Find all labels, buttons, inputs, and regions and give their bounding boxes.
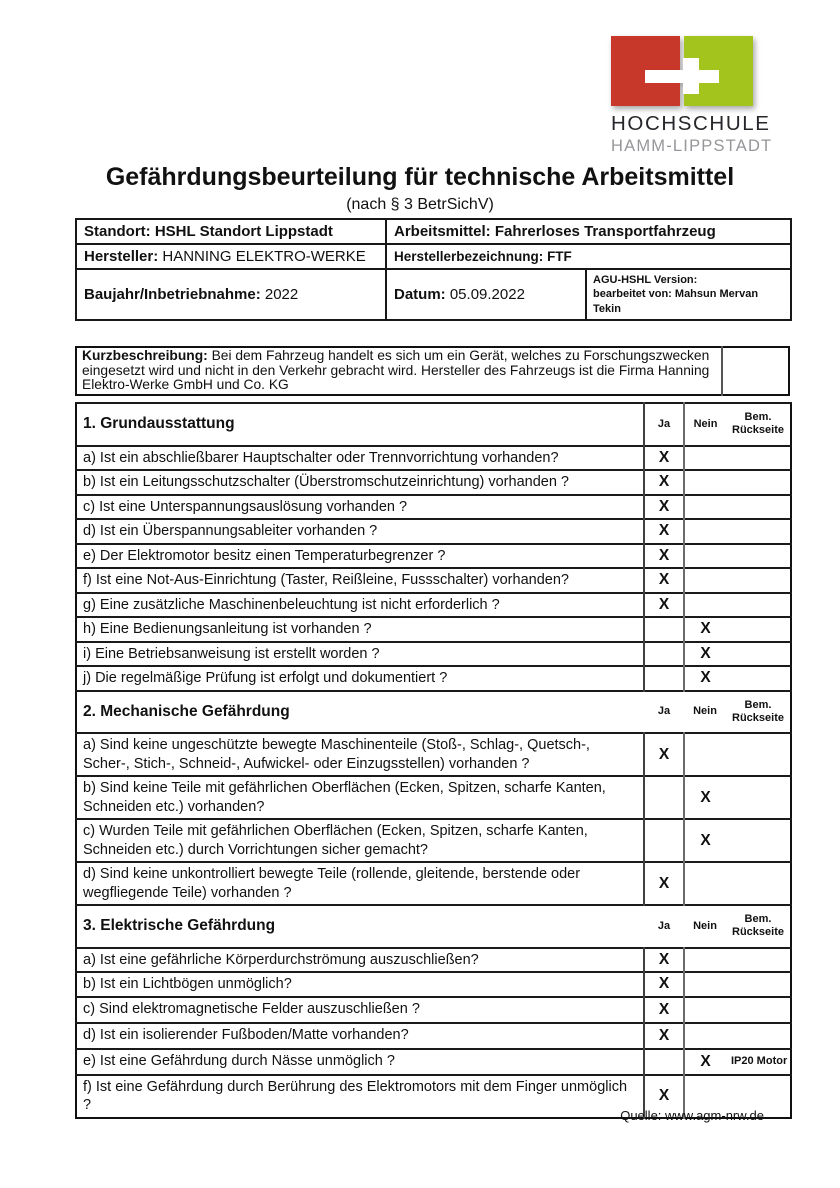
question-text: d) Sind keine unkontrolliert bewegte Teile (rollende, gleitende, berstende oder wegfliegende Teile) vorhanden ? [76,862,644,905]
logo-text-line2: HAMM-LIPPSTADT [611,137,773,155]
kurzbeschreibung-side-cell [722,347,789,395]
ja-mark-cell: X [644,519,684,544]
nein-mark-cell: X [684,666,726,691]
question-text: c) Sind elektromagnetische Felder auszuschließen ? [76,997,644,1023]
herstellerbezeichnung-label: Herstellerbezeichnung: [394,249,544,264]
arbeitsmittel-value: Fahrerloses Transportfahrzeug [494,223,716,240]
source-note: Quelle: www.agm-nrw.de [620,1108,764,1123]
page-title: Gefährdungsbeurteilung für technische Arbeitsmittel [105,163,735,191]
ja-mark-cell: X [644,568,684,593]
datum-label: Datum: [394,285,446,303]
ja-mark-cell [644,819,684,862]
column-header-nein: Nein [684,403,726,446]
hersteller-value: HANNING ELEKTRO-WERKE [162,248,366,265]
nein-mark-cell [684,1023,726,1049]
column-header-nein: Nein [684,691,726,734]
nein-mark-cell [684,446,726,471]
ja-mark-cell: X [644,1075,684,1118]
bem-note-cell [726,1023,791,1049]
nein-mark-cell [684,948,726,973]
nein-mark-cell [684,972,726,997]
standort-value: HSHL Standort Lippstadt [154,223,333,240]
kurzbeschreibung-box [75,346,790,396]
hshl-logo [611,36,773,156]
standort-cell [76,219,386,244]
column-header-bem: Bem. Rückseite [726,691,791,734]
question-text: c) Wurden Teile mit gefährlichen Oberflächen (Ecken, Spitzen, scharfe Kanten, Schneiden etc.) durch Vorrichtungen sicher gemacht? [76,819,644,862]
bem-note-cell [726,948,791,973]
question-text: d) Ist ein isolierender Fußboden/Matte vorhanden? [76,1023,644,1049]
standort-label: Standort: [84,223,151,240]
column-header-bem: Bem. Rückseite [726,403,791,446]
nein-mark-cell [684,862,726,905]
question-text: a) Ist ein abschließbarer Hauptschalter oder Trennvorrichtung vorhanden? [76,446,644,471]
logo-text-line1: HOCHSCHULE [611,112,771,135]
nein-mark-cell [684,470,726,495]
nein-mark-cell [684,593,726,618]
ja-mark-cell: X [644,470,684,495]
ja-mark-cell: X [644,997,684,1023]
column-header-ja: Ja [644,691,684,734]
ja-mark-cell [644,1049,684,1075]
ja-mark-cell [644,666,684,691]
ja-mark-cell: X [644,593,684,618]
bem-note-cell [726,495,791,520]
question-text: j) Die regelmäßige Prüfung ist erfolgt und dokumentiert ? [76,666,644,691]
arbeitsmittel-cell [386,219,791,244]
hshl-logo-mark [611,36,753,106]
herstellerbezeichnung-cell [386,244,791,269]
bem-note-cell [726,642,791,667]
bem-note-cell [726,776,791,819]
question-text: b) Sind keine Teile mit gefährlichen Oberflächen (Ecken, Spitzen, scharfe Kanten, Schneiden etc.) vorhanden? [76,776,644,819]
ja-mark-cell: X [644,733,684,776]
ja-mark-cell: X [644,972,684,997]
ja-mark-cell: X [644,1023,684,1049]
hersteller-label: Hersteller: [84,248,159,265]
question-text: f) Ist eine Not-Aus-Einrichtung (Taster, Reißleine, Fussschalter) vorhanden? [76,568,644,593]
question-text: b) Ist ein Lichtbögen unmöglich? [76,972,644,997]
nein-mark-cell: X [684,776,726,819]
ja-mark-cell: X [644,495,684,520]
question-text: c) Ist eine Unterspannungsauslösung vorhanden ? [76,495,644,520]
kurzbeschreibung-text: Bei dem Fahrzeug handelt es sich um ein Gerät, welches zu Forschungszwecken eingesetzt wird und nicht in den Verkehr gebracht wird. Hersteller des Fahrzeugs ist die Firma Hanning Elektro-Werke GmbH und Co. KG [82,348,710,393]
column-header-ja: Ja [644,403,684,446]
bem-note-cell [726,519,791,544]
ja-mark-cell: X [644,948,684,973]
ja-mark-cell: X [644,862,684,905]
kurzbeschreibung-label: Kurzbeschreibung: [82,348,208,363]
question-text: f) Ist eine Gefährdung durch Berührung des Elektromotors mit dem Finger unmöglich ? [76,1075,644,1118]
nein-mark-cell: X [684,642,726,667]
checklist-table [75,402,792,1119]
question-text: e) Der Elektromotor besitz einen Temperaturbegrenzer ? [76,544,644,569]
page-subtitle: (nach § 3 BetrSichV) [346,196,494,213]
bem-note-cell [726,544,791,569]
bem-note-cell: IP20 Motor [726,1049,791,1075]
logo-cross-vbar [683,58,699,94]
bem-note-cell [726,617,791,642]
nein-mark-cell: X [684,1049,726,1075]
section-title: 2. Mechanische Gefährdung [76,691,644,734]
nein-mark-cell [684,495,726,520]
nein-mark-cell [684,733,726,776]
bem-note-cell [726,593,791,618]
section-title: 1. Grundausstattung [76,403,644,446]
info-table [75,218,792,321]
question-text: a) Sind keine ungeschützte bewegte Maschinenteile (Stoß-, Schlag-, Quetsch-, Scher-, Stich-, Schneid-, Aufwickel- oder Einzugsstellen) vorhanden ? [76,733,644,776]
ja-mark-cell [644,617,684,642]
section-title: 3. Elektrische Gefährdung [76,905,644,948]
bem-note-cell [726,568,791,593]
bem-note-cell [726,819,791,862]
herstellerbezeichnung-value: FTF [547,249,572,264]
bem-note-cell [726,862,791,905]
question-text: e) Ist eine Gefährdung durch Nässe unmöglich ? [76,1049,644,1075]
arbeitsmittel-label: Arbeitsmittel: [394,223,491,240]
hersteller-cell [76,244,386,269]
ja-mark-cell: X [644,446,684,471]
column-header-bem: Bem. Rückseite [726,905,791,948]
bem-note-cell [726,733,791,776]
bem-note-cell [726,666,791,691]
kurzbeschreibung-cell [76,347,722,395]
column-header-ja: Ja [644,905,684,948]
nein-mark-cell [684,568,726,593]
bem-note-cell [726,997,791,1023]
version-cell [586,269,791,320]
bem-note-cell [726,446,791,471]
version-line1: AGU-HSHL Version: [593,274,698,286]
bem-note-cell [726,972,791,997]
baujahr-label: Baujahr/Inbetriebnahme: [84,285,261,303]
question-text: d) Ist ein Überspannungsableiter vorhanden ? [76,519,644,544]
nein-mark-cell [684,997,726,1023]
question-text: g) Eine zusätzliche Maschinenbeleuchtung ist nicht erforderlich ? [76,593,644,618]
question-text: a) Ist eine gefährliche Körperdurchströmung auszuschließen? [76,948,644,973]
baujahr-cell [76,269,386,320]
nein-mark-cell: X [684,617,726,642]
nein-mark-cell: X [684,819,726,862]
question-text: i) Eine Betriebsanweisung ist erstellt worden ? [76,642,644,667]
ja-mark-cell: X [644,544,684,569]
bem-note-cell [726,470,791,495]
nein-mark-cell [684,544,726,569]
nein-mark-cell [684,519,726,544]
ja-mark-cell [644,776,684,819]
question-text: h) Eine Bedienungsanleitung ist vorhanden ? [76,617,644,642]
logo-cross-hbar [645,70,719,83]
baujahr-value: 2022 [264,285,299,303]
datum-value: 05.09.2022 [449,285,525,303]
datum-cell [386,269,586,320]
column-header-nein: Nein [684,905,726,948]
version-line2: bearbeitet von: Mahsun Mervan Tekin [593,288,759,315]
question-text: b) Ist ein Leitungsschutzschalter (Überstromschutzeinrichtung) vorhanden ? [76,470,644,495]
ja-mark-cell [644,642,684,667]
